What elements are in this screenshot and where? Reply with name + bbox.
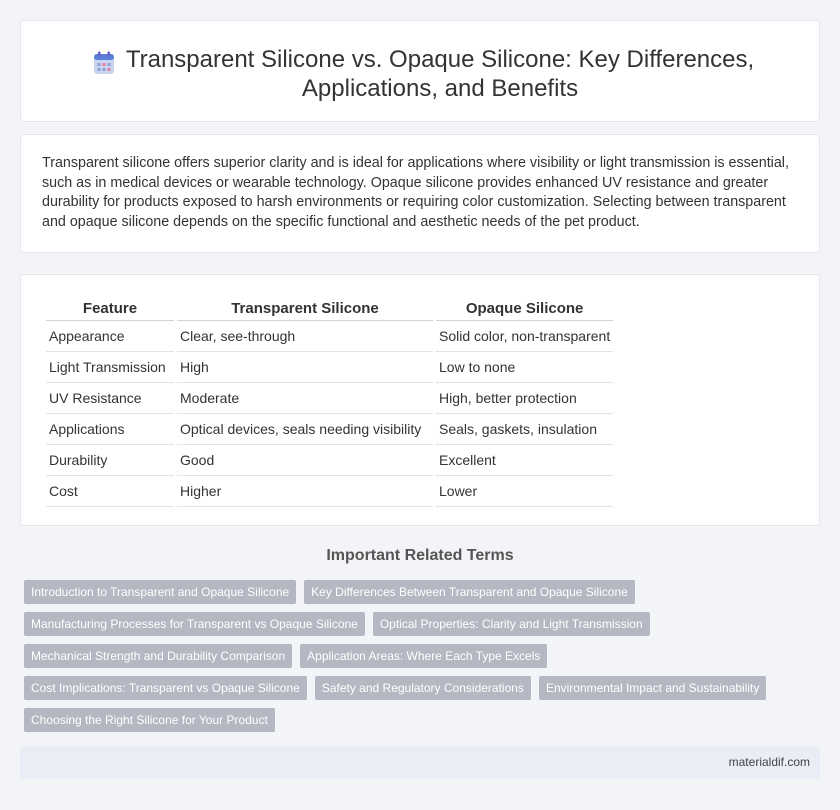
- intro-paragraph: Transparent silicone offers superior clarity and is ideal for applications where visibility or light transmission is essential, such as in medical devices or wearable technology. Opaque silicone provides enhanced UV resistance and greater durability for products exposed to harsh environments or requiring color customization. Selecting between transparent and opaque silicone depends on the specific functional and aesthetic needs of the pet product.: [42, 155, 789, 230]
- related-term-link[interactable]: Mechanical Strength and Durability Comparison: [24, 644, 292, 668]
- footer-site-link[interactable]: materialdif.com: [728, 755, 810, 769]
- table-cell: Good: [177, 445, 433, 476]
- related-term-link[interactable]: Optical Properties: Clarity and Light Transmission: [373, 612, 650, 636]
- comparison-table: [43, 295, 616, 507]
- related-term-link[interactable]: Manufacturing Processes for Transparent vs Opaque Silicone: [24, 612, 365, 636]
- table-cell: Appearance: [46, 321, 174, 352]
- table-cell: Optical devices, seals needing visibility: [177, 414, 433, 445]
- column-header-transparent: Transparent Silicone: [177, 295, 433, 321]
- related-term-link[interactable]: Safety and Regulatory Considerations: [315, 676, 531, 700]
- related-term-link[interactable]: Introduction to Transparent and Opaque Silicone: [24, 580, 296, 604]
- table-cell: High, better protection: [436, 383, 613, 414]
- table-cell: UV Resistance: [46, 383, 174, 414]
- table-row: [46, 321, 613, 352]
- title-card: [20, 20, 820, 122]
- table-cell: Durability: [46, 445, 174, 476]
- related-terms-heading: Important Related Terms: [326, 547, 514, 564]
- table-row: [46, 352, 613, 383]
- table-header-row: [46, 295, 613, 321]
- related-terms-list: [24, 580, 804, 740]
- comparison-card: [20, 274, 820, 526]
- related-term-link[interactable]: Environmental Impact and Sustainability: [539, 676, 766, 700]
- related-term-link[interactable]: Cost Implications: Transparent vs Opaque Silicone: [24, 676, 307, 700]
- table-cell: High: [177, 352, 433, 383]
- table-row: [46, 476, 613, 507]
- intro-card: [20, 134, 820, 253]
- table-row: [46, 414, 613, 445]
- table-cell: Excellent: [436, 445, 613, 476]
- calendar-icon: [93, 51, 115, 75]
- related-term-link[interactable]: Application Areas: Where Each Type Excels: [300, 644, 547, 668]
- table-cell: Solid color, non-transparent: [436, 321, 613, 352]
- related-term-link[interactable]: Key Differences Between Transparent and Opaque Silicone: [304, 580, 635, 604]
- table-cell: Clear, see-through: [177, 321, 433, 352]
- table-row: [46, 445, 613, 476]
- table-cell: Moderate: [177, 383, 433, 414]
- table-cell: Lower: [436, 476, 613, 507]
- table-cell: Cost: [46, 476, 174, 507]
- column-header-opaque: Opaque Silicone: [436, 295, 613, 321]
- column-header-feature: Feature: [46, 295, 174, 321]
- table-cell: Light Transmission: [46, 352, 174, 383]
- related-term-link[interactable]: Choosing the Right Silicone for Your Product: [24, 708, 275, 732]
- table-cell: Low to none: [436, 352, 613, 383]
- table-row: [46, 383, 613, 414]
- page-title: Transparent Silicone vs. Opaque Silicone: Key Differences, Applications, and Benefits: [125, 46, 755, 102]
- table-cell: Seals, gaskets, insulation: [436, 414, 613, 445]
- footer-bar: [20, 746, 820, 779]
- table-cell: Higher: [177, 476, 433, 507]
- table-cell: Applications: [46, 414, 174, 445]
